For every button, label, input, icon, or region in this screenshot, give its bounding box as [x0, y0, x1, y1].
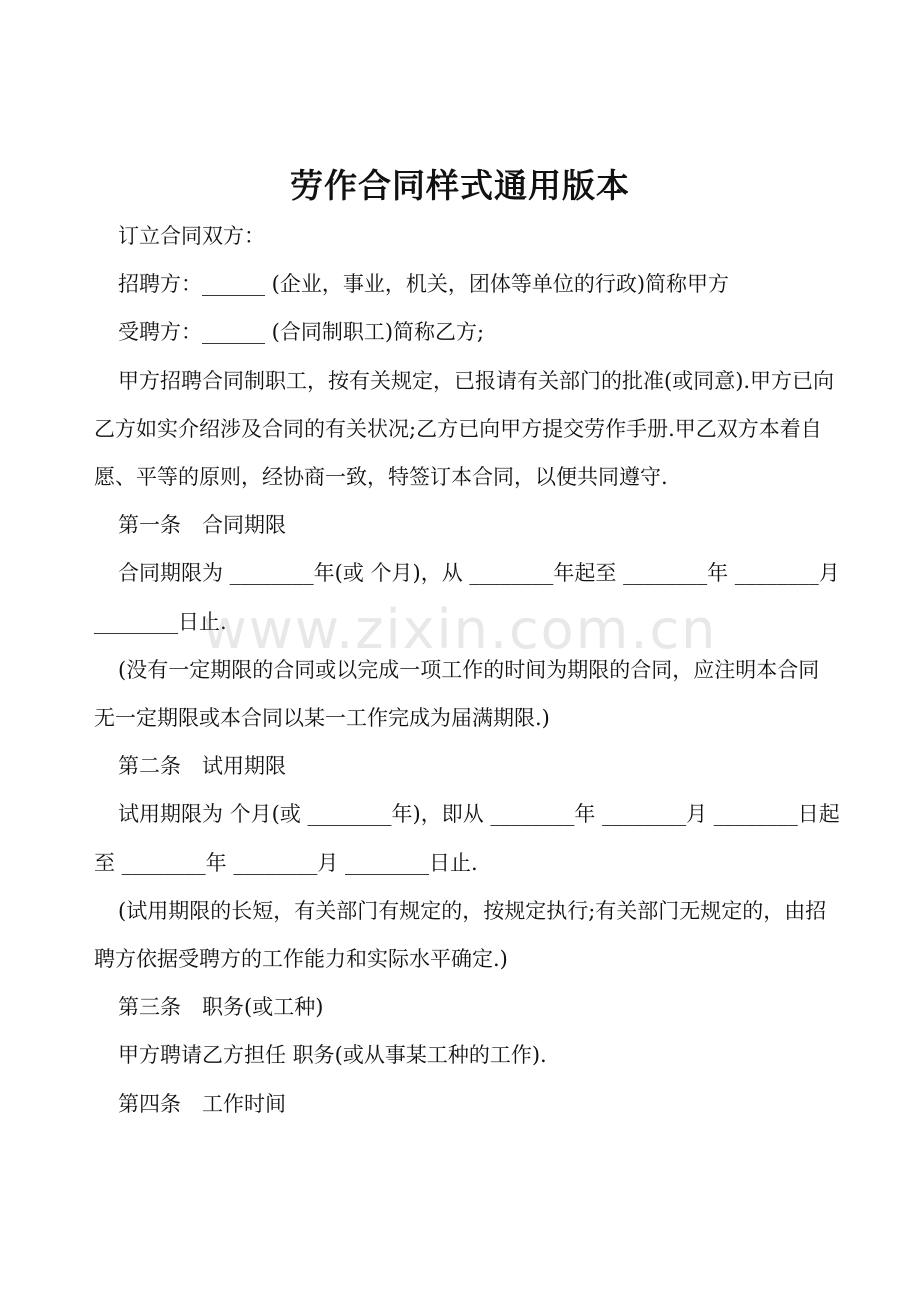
paragraph-parties: 订立合同双方： [118, 224, 265, 248]
document-title: 劳作合同样式通用版本 [290, 166, 630, 205]
article-2-note: (试用期限的长短，有关部门有规定的，按规定执行;有关部门无规定的，由招聘方依据受聘方的工作能力和实际水平确定.) [94, 898, 827, 972]
article-3-position: 甲方聘请乙方担任 职务(或从事某工种的工作). [118, 1043, 547, 1068]
article-1-note: (没有一定期限的合同或以完成一项工作的时间为期限的合同，应注明本合同无一定期限或本合同以某一工作完成为届满期限.) [94, 657, 820, 731]
article-1-term: 合同期限为 ________年(或 个月)，从 ________年起至 ________年 ________月 ________日止. [94, 561, 840, 634]
article-2-heading: 第二条 试用期限 [118, 754, 286, 779]
article-1-heading: 第一条 合同期限 [118, 513, 286, 538]
article-3-heading: 第三条 职务(或工种) [118, 995, 324, 1020]
article-2-probation: 试用期限为 个月(或 ________年)，即从 ________年 ________月 ________日起至 ________年 ________月 ________日止. [94, 802, 840, 875]
watermark-text: www.zixin.com.cn [202, 598, 718, 661]
paragraph-preamble: 甲方招聘合同制职工，按有关规定，已报请有关部门的批准(或同意).甲方已向乙方如实介绍涉及合同的有关状况;乙方已向甲方提交劳作手册.甲乙双方本着自愿、平等的原则，经协商一致，特签订本合同，以便共同遵守. [94, 368, 835, 490]
paragraph-employer: 招聘方：______ (企业，事业，机关，团体等单位的行政)简称甲方 [118, 272, 730, 297]
document-body [94, 212, 840, 1128]
article-4-heading: 第四条 工作时间 [118, 1091, 286, 1116]
paragraph-employee: 受聘方：______ (合同制职工)简称乙方; [118, 320, 485, 345]
